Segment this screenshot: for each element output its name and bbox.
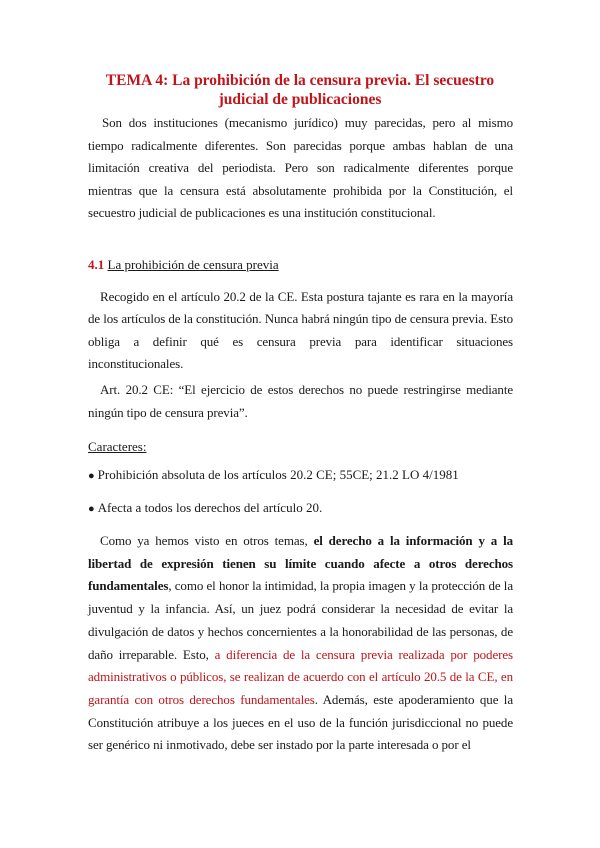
bullet-icon: ●	[88, 503, 95, 515]
paragraph-article-20-2: Recogido en el artículo 20.2 de la CE. Esta postura tajante es rara en la mayoría de los artículos de la constitución. Nunca habrá ningún tipo de censura previa. Esto obliga a definir qué es censura previa para identificar situaciones inconstitucionales.	[88, 289, 513, 372]
caracteres-label: Caracteres:	[88, 439, 147, 454]
bold-statement: el derecho a la información y a la libertad de expresión tienen su límite cuando afecte a otros derechos fundamentales	[88, 533, 513, 594]
document-title: TEMA 4: La prohibición de la censura previa. El secuestro judicial de publicaciones	[105, 72, 495, 108]
list-item-text: Afecta a todos los derechos del artículo 20.	[97, 500, 323, 515]
list-item	[88, 500, 322, 516]
paragraph-text: Como ya hemos visto en otros temas,	[100, 533, 314, 548]
list-item	[88, 467, 459, 483]
paragraph-text: . Además, este apoderamiento que la Constitución atribuye a los jueces en el uso de la función jurisdiccional no puede ser genérico ni inmotivado, debe ser instado por la parte interesada o por el	[88, 691, 513, 753]
paragraph-text: , como el honor la intimidad, la propia imagen y la protección de la juventud y la infancia. Así, un juez podrá considerar la necesidad de evitar la divulgación de datos y hechos concernientes a la honorabilidad de las personas, de daño irreparable. Esto,	[88, 578, 513, 662]
section-heading	[88, 257, 279, 273]
list-item-text: Prohibición absoluta de los artículos 20.2 CE; 55CE; 21.2 LO 4/1981	[97, 467, 459, 482]
paragraph-limits	[88, 530, 513, 757]
highlighted-statement: a diferencia de la censura previa realizada por poderes administrativos o públicos, se realizan de acuerdo con el artículo 20.5 de la CE, en garantía con otros derechos fundamentales	[88, 646, 513, 707]
bullet-icon: ●	[88, 470, 95, 482]
section-number: 4.1	[88, 257, 105, 272]
intro-paragraph: Son dos instituciones (mecanismo jurídico) muy parecidas, pero al mismo tiempo radicalmente diferentes. Son parecidas porque ambas hablan de una limitación creativa del periodista. Pero son radicalmente diferentes porque mientras que la censura está absolutamente prohibida por la Constitución, el secuestro judicial de publicaciones es una institución constitucional.	[88, 115, 513, 221]
section-label: La prohibición de censura previa	[107, 257, 279, 272]
paragraph-quote: Art. 20.2 CE: “El ejercicio de estos derechos no puede restringirse mediante ningún tipo de censura previa”.	[88, 382, 513, 420]
